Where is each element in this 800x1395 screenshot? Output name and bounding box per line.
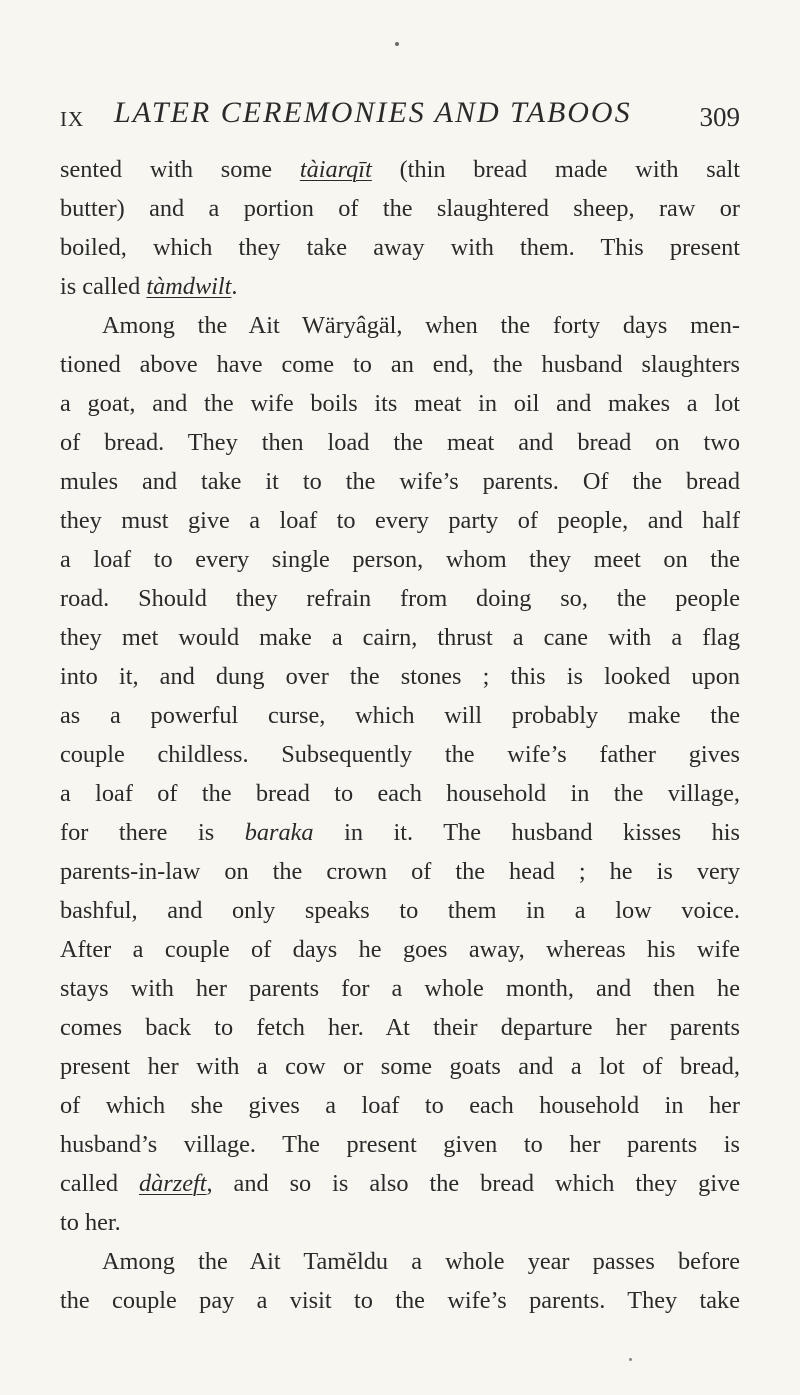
text-line <box>60 774 740 813</box>
text-line <box>60 423 740 462</box>
text-run: After a couple of days he goes away, whereas his wife <box>60 936 740 963</box>
text-run: called <box>60 1170 139 1197</box>
text-line <box>60 189 740 228</box>
text-line <box>60 1242 740 1281</box>
text-line <box>60 735 740 774</box>
text-run: as a powerful curse, which will probably make the <box>60 702 740 729</box>
text-line <box>60 618 740 657</box>
text-line <box>60 969 740 1008</box>
text-run: present her with a cow or some goats and a lot of bread, <box>60 1053 740 1080</box>
text-line <box>60 1086 740 1125</box>
chapter-number: IX <box>60 107 85 131</box>
print-speck <box>629 1358 632 1361</box>
text-run: a loaf to every single person, whom they meet on the <box>60 546 740 573</box>
text-line <box>60 384 740 423</box>
text-run: parents-in-law on the crown of the head ; he is very <box>60 858 740 885</box>
text-run: Among the Ait Wäryâgäl, when the forty days men- <box>102 312 740 339</box>
text-line <box>60 852 740 891</box>
text-run: couple childless. Subsequently the wife’s father gives <box>60 741 740 768</box>
text-run: the couple pay a visit to the wife’s parents. They take <box>60 1287 740 1314</box>
running-header <box>60 96 740 140</box>
text-run: , and so is also the bread which they give <box>206 1170 741 1197</box>
text-run: boiled, which they take away with them. This present <box>60 234 740 261</box>
text-run: to her. <box>60 1209 121 1236</box>
text-run: for there is <box>60 819 245 846</box>
text-line <box>60 813 740 852</box>
text-run: is called <box>60 273 147 300</box>
text-run: husband’s village. The present given to her parents is <box>60 1131 740 1158</box>
text-run: butter) and a portion of the slaughtered sheep, raw or <box>60 195 740 222</box>
page-number: 309 <box>699 102 740 132</box>
text-line <box>60 306 740 345</box>
running-title: LATER CEREMONIES AND TABOOS <box>114 96 632 129</box>
text-line <box>60 930 740 969</box>
text-run: a loaf of the bread to each household in the village, <box>60 780 740 807</box>
text-run: Among the Ait Tamĕldu a whole year passes before <box>102 1248 740 1275</box>
text-run: of which she gives a loaf to each household in her <box>60 1092 740 1119</box>
text-run: of bread. They then load the meat and bread on two <box>60 429 740 456</box>
text-line <box>60 1203 740 1242</box>
text-run: stays with her parents for a whole month, and then he <box>60 975 740 1002</box>
text-line <box>60 1281 740 1320</box>
text-line <box>60 891 740 930</box>
text-line <box>60 540 740 579</box>
print-speck <box>395 42 399 46</box>
text-line <box>60 1008 740 1047</box>
text-run: tioned above have come to an end, the husband slaughters <box>60 351 740 378</box>
italic-term: baraka <box>244 819 314 846</box>
text-run: in it. The husband kisses his <box>313 819 740 846</box>
text-line <box>60 1047 740 1086</box>
text-run: into it, and dung over the stones ; this is looked upon <box>60 663 740 690</box>
text-run: a goat, and the wife boils its meat in oil and makes a lot <box>60 390 740 417</box>
text-run: comes back to fetch her. At their departure her parents <box>60 1014 740 1041</box>
text-run: they must give a loaf to every party of people, and half <box>60 507 740 534</box>
text-line <box>60 657 740 696</box>
text-line <box>60 696 740 735</box>
text-run: (thin bread made with salt <box>371 156 740 183</box>
italic-term: tàiarqīt <box>299 156 372 183</box>
text-line <box>60 1164 740 1203</box>
text-run: sented with some <box>60 156 300 183</box>
italic-term: tàmdwilt <box>146 273 232 300</box>
text-line <box>60 345 740 384</box>
text-line <box>60 228 740 267</box>
text-line <box>60 150 740 189</box>
text-line <box>60 1125 740 1164</box>
text-line <box>60 579 740 618</box>
text-run: road. Should they refrain from doing so, the people <box>60 585 740 612</box>
text-run: mules and take it to the wife’s parents. Of the bread <box>60 468 740 495</box>
text-line <box>60 462 740 501</box>
text-line <box>60 501 740 540</box>
text-run: bashful, and only speaks to them in a low voice. <box>60 897 740 924</box>
text-run: . <box>231 273 238 300</box>
body-text <box>60 150 740 1320</box>
text-run: they met would make a cairn, thrust a cane with a flag <box>60 624 740 651</box>
italic-term: dàrzeft <box>138 1170 207 1197</box>
text-line <box>60 267 740 306</box>
